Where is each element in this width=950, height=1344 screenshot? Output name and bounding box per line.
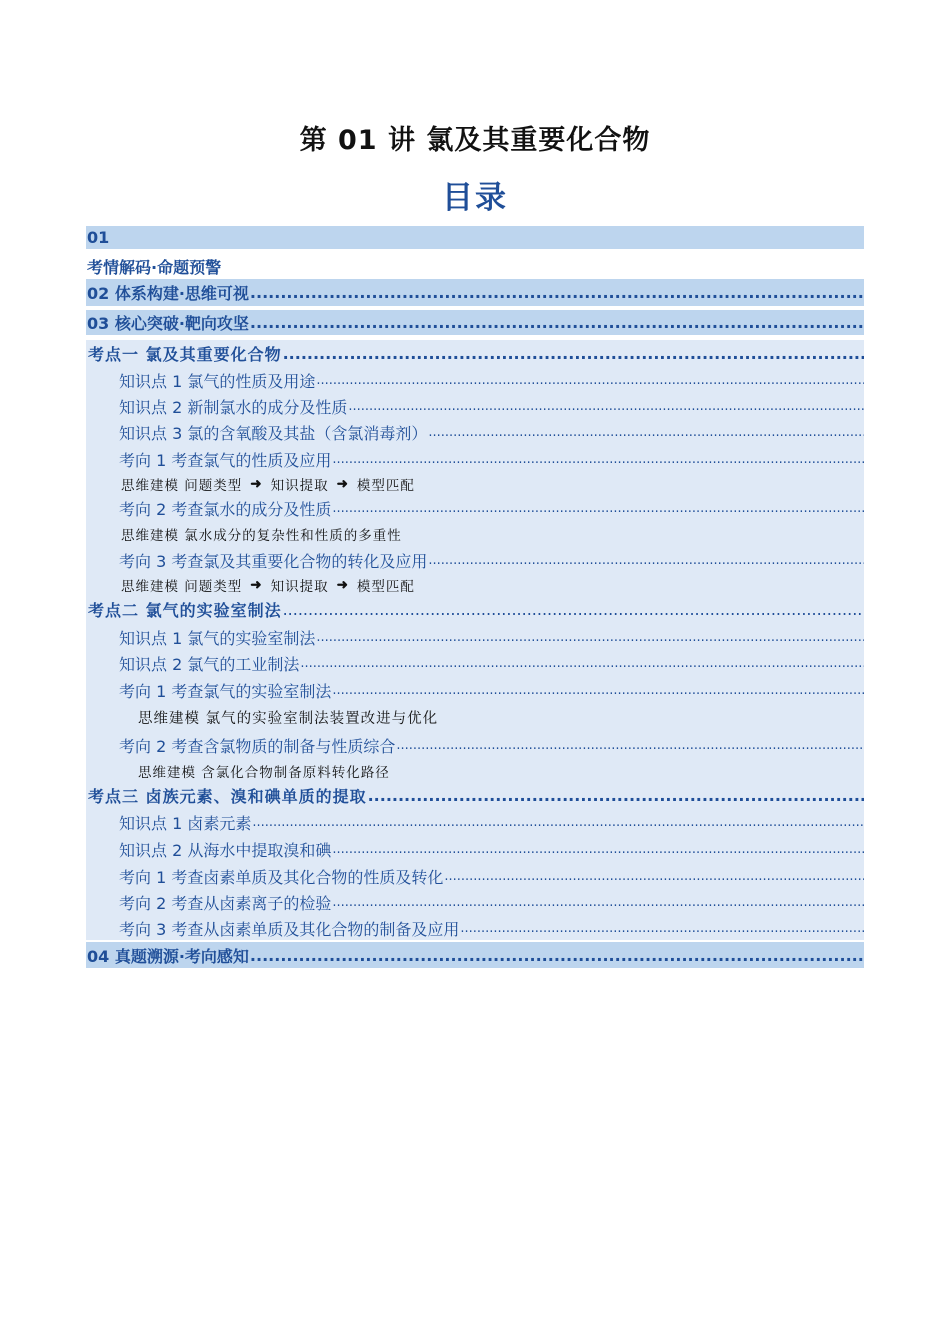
toc-topic-1-direction-2[interactable]: [86, 496, 864, 521]
model-1-prefix: 思维建模 问题类型: [121, 478, 243, 494]
toc-section-01-number-label: 01: [87, 228, 110, 247]
toc-topic-2-label: 考点二 氯气的实验室制法: [88, 601, 282, 620]
document-title: 第 01 讲 氯及其重要化合物: [299, 125, 651, 156]
toc-topic-1-direction-1-label: 考向 1 考查氯气的性质及应用: [119, 451, 332, 470]
toc-topic-3-knowledge-2[interactable]: [86, 837, 864, 862]
toc-topic-1-knowledge-1-label: 知识点 1 氯气的性质及用途: [119, 372, 316, 391]
leader-dots: [332, 501, 864, 516]
toc-topic-1-knowledge-3-label: 知识点 3 氯的含氧酸及其盐（含氯消毒剂）: [119, 424, 428, 443]
leader-dots: [250, 283, 864, 302]
leader-dots: [332, 452, 864, 467]
toc-topic-3-direction-1[interactable]: [86, 864, 864, 889]
leader-dots: [250, 313, 864, 332]
toc-topic-2-model-1: [86, 705, 864, 730]
toc-topic-1-model-2: [86, 522, 864, 546]
toc-heading: 目录: [442, 180, 508, 216]
toc-topic-1-knowledge-1[interactable]: [86, 368, 864, 393]
model-1-mid: 知识提取: [270, 478, 329, 494]
leader-dots: [316, 373, 864, 388]
toc-topic-3-direction-3-label: 考向 3 考查从卤素单质及其化合物的制备及应用: [119, 920, 460, 939]
model-1-end: 模型匹配: [356, 478, 415, 494]
leader-dots: [368, 786, 864, 805]
toc-topic-3-knowledge-1-label: 知识点 1 卤素元素: [119, 814, 252, 833]
model-3-mid: 知识提取: [270, 579, 329, 595]
model-3-prefix: 思维建模 问题类型: [121, 579, 243, 595]
toc-topic-2-direction-2[interactable]: [86, 733, 864, 758]
toc-topic-2-knowledge-2-label: 知识点 2 氯气的工业制法: [119, 655, 300, 674]
toc-topic-1-direction-3[interactable]: [86, 548, 864, 573]
toc-topic-1-direction-1[interactable]: [86, 447, 864, 472]
toc-topic-1-model-3: [86, 573, 864, 597]
right-arrow-icon: ➜: [336, 476, 349, 492]
toc-topic-3-direction-2-label: 考向 2 考查从卤素离子的检验: [119, 894, 332, 913]
leader-dots: [332, 842, 864, 857]
leader-dots: [460, 921, 864, 936]
right-arrow-icon: ➜: [336, 577, 349, 593]
toc-section-01-number[interactable]: [86, 226, 864, 249]
toc-section-02[interactable]: [86, 279, 864, 306]
toc-topic-1-model-1: [86, 472, 864, 496]
toc-section-04[interactable]: [86, 942, 864, 968]
leader-dots: [300, 656, 864, 671]
toc-section-01-title-label: 考情解码·命题预警: [87, 257, 222, 277]
toc-topic-1-knowledge-2[interactable]: [86, 394, 864, 419]
right-arrow-icon: ➜: [250, 577, 263, 593]
toc-topic-1[interactable]: [86, 341, 864, 366]
leader-dots: [428, 553, 864, 568]
toc-topic-2-knowledge-2[interactable]: [86, 651, 864, 676]
toc-topic-3[interactable]: [86, 783, 864, 808]
toc-section-04-label: 04 真题溯源·考向感知: [87, 946, 249, 966]
leader-dots: [283, 600, 864, 619]
toc-topic-2[interactable]: [86, 597, 864, 622]
toc-section-02-label: 02 体系构建·思维可视: [87, 284, 249, 303]
toc-topic-1-knowledge-3[interactable]: [86, 420, 864, 445]
toc-section-01-title[interactable]: [86, 254, 864, 278]
leader-dots: [316, 630, 864, 645]
right-arrow-icon: ➜: [250, 476, 263, 492]
toc-topic-2-knowledge-1-label: 知识点 1 氯气的实验室制法: [119, 629, 316, 648]
toc-topic-3-direction-1-label: 考向 1 考查卤素单质及其化合物的性质及转化: [119, 868, 444, 887]
model-3-end: 模型匹配: [356, 579, 415, 595]
toc-topic-1-knowledge-2-label: 知识点 2 新制氯水的成分及性质: [119, 398, 348, 417]
leader-dots: [332, 683, 864, 698]
model-4-label: 思维建模 氯气的实验室制法装置改进与优化: [138, 711, 439, 727]
leader-dots: [444, 869, 864, 884]
leader-dots: [428, 425, 864, 440]
model-5-label: 思维建模 含氯化合物制备原料转化路径: [138, 764, 390, 781]
toc-topic-2-direction-1-label: 考向 1 考查氯气的实验室制法: [119, 682, 332, 701]
leader-dots: [332, 895, 864, 910]
toc-topic-2-direction-2-label: 考向 2 考查含氯物质的制备与性质综合: [119, 737, 396, 756]
toc-section-03[interactable]: [86, 310, 864, 335]
toc-topic-1-label: 考点一 氯及其重要化合物: [88, 345, 282, 364]
model-2-label: 思维建模 氯水成分的复杂性和性质的多重性: [121, 528, 402, 544]
toc-topic-3-direction-2[interactable]: [86, 890, 864, 915]
leader-dots: [348, 399, 864, 414]
toc-topic-1-direction-3-label: 考向 3 考查氯及其重要化合物的转化及应用: [119, 552, 428, 571]
toc-topic-2-knowledge-1[interactable]: [86, 625, 864, 650]
toc-topic-3-direction-3[interactable]: [86, 916, 864, 941]
leader-dots: [396, 738, 864, 753]
leader-dots: [283, 344, 864, 363]
toc-topic-3-label: 考点三 卤族元素、溴和碘单质的提取: [88, 787, 367, 806]
toc-topic-2-model-2: [86, 759, 864, 782]
toc-topic-3-knowledge-2-label: 知识点 2 从海水中提取溴和碘: [119, 841, 332, 860]
toc-section-03-label: 03 核心突破·靶向攻坚: [87, 314, 249, 333]
leader-dots: [252, 815, 864, 830]
toc-topic-1-direction-2-label: 考向 2 考查氯水的成分及性质: [119, 500, 332, 519]
leader-dots: [250, 946, 864, 965]
toc-topic-3-knowledge-1[interactable]: [86, 810, 864, 835]
toc-topic-2-direction-1[interactable]: [86, 678, 864, 703]
